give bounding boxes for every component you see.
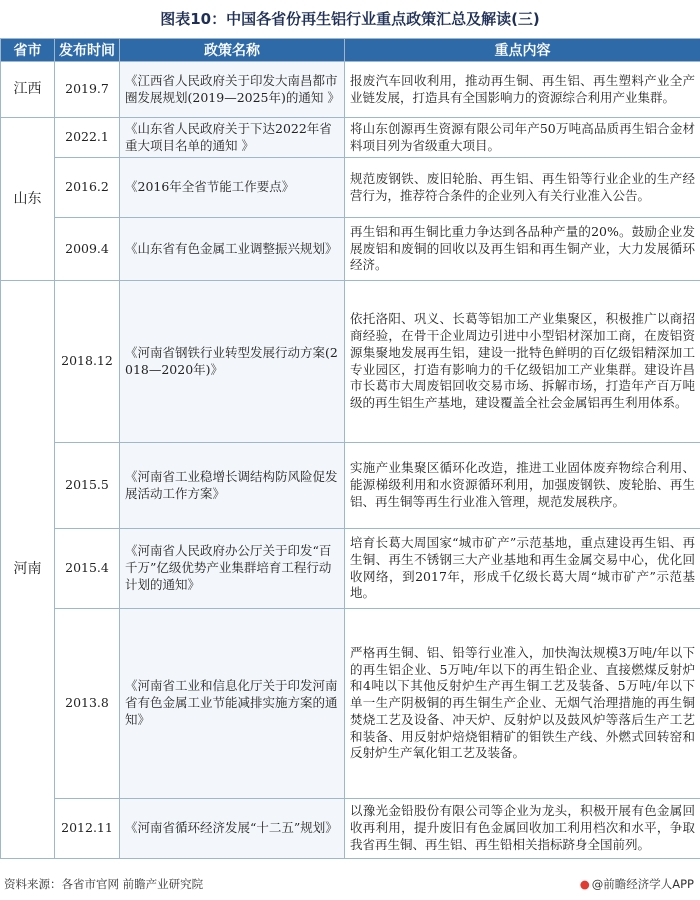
date-cell: 2018.12 (55, 281, 120, 443)
policy-table (0, 38, 700, 859)
header-province: 省市 (1, 39, 55, 62)
table-row (1, 799, 700, 859)
date-cell: 2022.1 (55, 118, 120, 158)
brand-logo-icon: ● (579, 877, 590, 891)
brand-text: @前瞻经济学人APP (591, 877, 694, 891)
date-cell: 2015.4 (55, 529, 120, 609)
header-policy-name: 政策名称 (120, 39, 345, 62)
policy-name-cell: 《河南省工业和信息化厅关于印发河南省有色金属工业节能减排实施方案的通知》 (120, 609, 345, 799)
content-cell: 培育长葛大周国家“城市矿产”示范基地，重点建设再生铝、再生铜、再生不锈钢三大产业基地和再生金属交易中心，优化回收网络，到2017年，形成千亿级长葛大周“城市矿产”示范基地。 (345, 529, 700, 609)
table-row (1, 118, 700, 158)
policy-name-cell: 《2016年全省节能工作要点》 (120, 158, 345, 218)
page-title: 图表10：中国各省份再生铝行业重点政策汇总及解读(三) (160, 10, 540, 28)
province-cell: 江西 (1, 62, 55, 118)
policy-name-cell: 《河南省钢铁行业转型发展行动方案(2018—2020年)》 (120, 281, 345, 443)
content-cell: 严格再生铜、铝、铅等行业准入，加快淘汰规模3万吨/年以下的再生铝企业、5万吨/年以下的再生铅企业、直接燃煤反射炉和4吨以下其他反射炉生产再生铜工艺及装备、5万吨/年以下单一生产阴极铜的再生铜生产企业、无烟气治理措施的再生铜焚烧工艺及设备、冲天炉、反射炉以及鼓风炉等落后生产工艺和装备、用反射炉焙烧钼精矿的钼铁生产线、外燃式回转窑和反射炉生产氧化钼工艺及装备。 (345, 609, 700, 799)
table-row (1, 218, 700, 281)
policy-name-cell: 《山东省人民政府关于下达2022年省重大项目名单的通知 》 (120, 118, 345, 158)
table-row (1, 529, 700, 609)
date-cell: 2012.11 (55, 799, 120, 859)
header-key-content: 重点内容 (345, 39, 700, 62)
table-row (1, 62, 700, 118)
policy-name-cell: 《山东省有色金属工业调整振兴规划》 (120, 218, 345, 281)
policy-name-cell: 《河南省人民政府办公厅关于印发“百千万”亿级优势产业集群培育工程行动计划的通知》 (120, 529, 345, 609)
date-cell: 2009.4 (55, 218, 120, 281)
content-cell: 依托洛阳、巩义、长葛等铝加工产业集聚区，积极推广以商招商经验，在骨干企业周边引进中小型铝材深加工商，在废铝资源集聚地发展再生铝，建设一批特色鲜明的百亿级铝精深加工专业园区，打造有影响力的千亿级铝加工产业集群。建设许昌市长葛市大周废铝回收交易市场、拆解市场，打造年产百万吨级的再生铝生产基地，建设覆盖全社会金属铝再生利用体系。 (345, 281, 700, 443)
province-cell: 河南 (1, 281, 55, 859)
content-cell: 实施产业集聚区循环化改造，推进工业固体废弃物综合利用、能源梯级利用和水资源循环利用，加强废钢铁、废轮胎、再生铝、再生铜等再生行业准入管理，规范发展秩序。 (345, 443, 700, 529)
policy-name-cell: 《江西省人民政府关于印发大南昌都市圈发展规划(2019—2025年)的通知 》 (120, 62, 345, 118)
footer (0, 872, 700, 896)
date-cell: 2015.5 (55, 443, 120, 529)
table-row (1, 443, 700, 529)
date-cell: 2013.8 (55, 609, 120, 799)
brand-label (580, 876, 694, 892)
content-cell: 规范废钢铁、废旧轮胎、再生铝、再生铅等行业企业的生产经营行为，推荐符合条件的企业列入有关行业准入公告。 (345, 158, 700, 218)
table-header-row (1, 39, 700, 62)
table-row (1, 281, 700, 443)
policy-name-cell: 《河南省工业稳增长调结构防风险促发展活动工作方案》 (120, 443, 345, 529)
date-cell: 2016.2 (55, 158, 120, 218)
date-cell: 2019.7 (55, 62, 120, 118)
province-cell: 山东 (1, 118, 55, 281)
table-row (1, 158, 700, 218)
content-cell: 以豫光金铅股份有限公司等企业为龙头，积极开展有色金属回收再利用，提升废旧有色金属回收加工利用档次和水平，争取我省再生铜、再生铝、再生铅相关指标跻身全国前列。 (345, 799, 700, 859)
source-note: 资料来源：各省市官网 前瞻产业研究院 (4, 877, 204, 891)
policy-name-cell: 《河南省循环经济发展“十二五”规划》 (120, 799, 345, 859)
content-cell: 将山东创源再生资源有限公司年产50万吨高品质再生铝合金材料项目列为省级重大项目。 (345, 118, 700, 158)
table-row (1, 609, 700, 799)
content-cell: 再生铝和再生铜比重力争达到各品种产量的20%。鼓励企业发展废铝和废铜的回收以及再生铝和再生铜产业，大力发展循环经济。 (345, 218, 700, 281)
header-date: 发布时间 (55, 39, 120, 62)
content-cell: 报废汽车回收利用，推动再生铜、再生铝、再生塑料产业全产业链发展，打造具有全国影响力的资源综合利用产业集群。 (345, 62, 700, 118)
